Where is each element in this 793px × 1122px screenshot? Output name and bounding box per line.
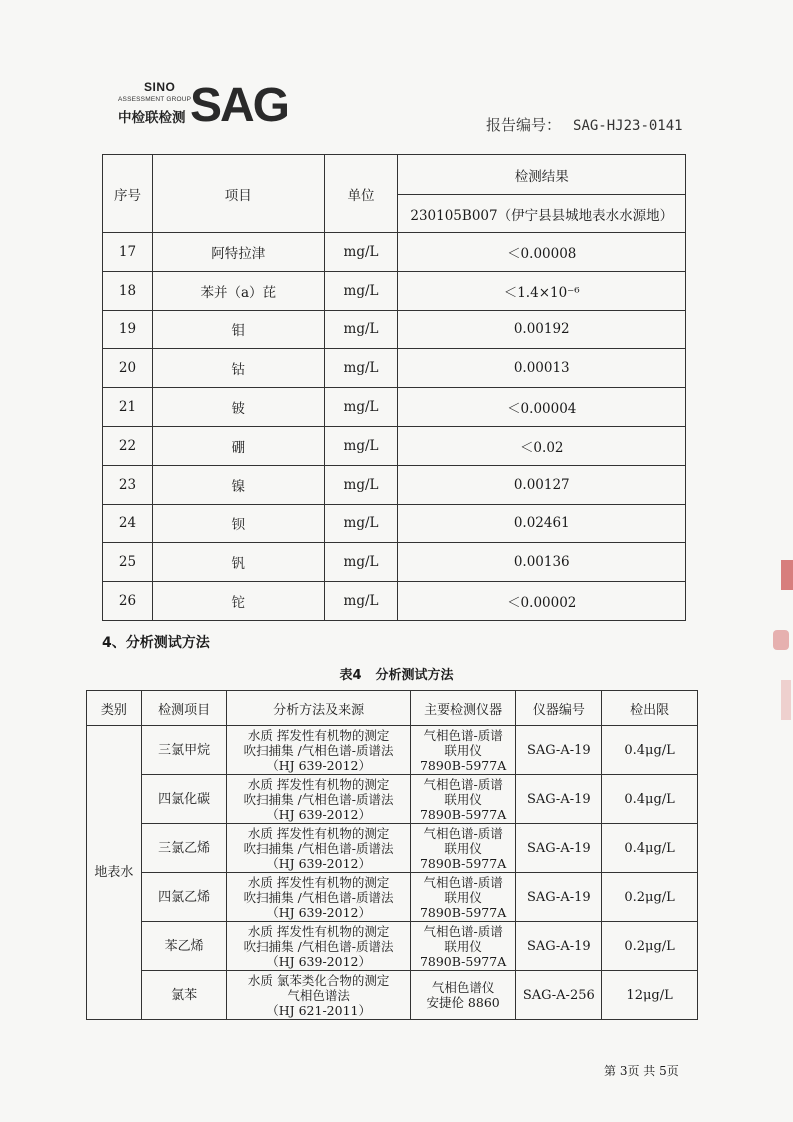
instrument-line: 7890B-5977A: [419, 904, 507, 920]
row-instrument: [410, 922, 516, 971]
row-limit: 0.4μg/L: [602, 824, 698, 873]
category-cell: 地表水: [87, 726, 142, 1020]
row-item: 镍: [152, 465, 324, 504]
instrument-line: 安捷伦 8860: [426, 995, 500, 1010]
row-result: ＜0.00004: [398, 388, 686, 427]
method-line: 气相色谱法: [287, 987, 350, 1003]
row-method: [227, 873, 410, 922]
method-line: （HJ 621-2011）: [266, 1002, 371, 1018]
table-row: [103, 349, 686, 388]
methods-header-row: [87, 691, 698, 726]
row-method: [227, 726, 410, 775]
method-line: 水质 氯苯类化合物的测定: [247, 972, 390, 988]
row-method: [227, 971, 410, 1020]
row-result: ＜0.00008: [398, 233, 686, 272]
row-unit: mg/L: [324, 233, 398, 272]
method-line: 水质 挥发性有机物的测定: [247, 874, 390, 890]
row-unit: mg/L: [324, 543, 398, 582]
row-result: 0.00127: [398, 465, 686, 504]
row-instrument: [410, 824, 516, 873]
table-row: [87, 873, 698, 922]
row-limit: 0.4μg/L: [602, 775, 698, 824]
instrument-line: 气相色谱-质谱: [423, 923, 503, 939]
row-unit: mg/L: [324, 271, 398, 310]
row-no: 26: [103, 582, 153, 621]
instrument-line: 联用仪: [444, 938, 482, 954]
company-logo: [118, 80, 288, 130]
row-instrument-id: SAG-A-19: [516, 824, 602, 873]
method-line: （HJ 639-2012）: [266, 806, 371, 822]
method-line: 水质 挥发性有机物的测定: [247, 825, 390, 841]
table-row: [103, 543, 686, 582]
row-instrument-id: SAG-A-19: [516, 726, 602, 775]
methods-header-cell: 分析方法及来源: [227, 691, 410, 726]
methods-header-cell: 检出限: [602, 691, 698, 726]
table-row: [87, 922, 698, 971]
row-no: 18: [103, 271, 153, 310]
row-unit: mg/L: [324, 349, 398, 388]
row-method: [227, 824, 410, 873]
row-no: 23: [103, 465, 153, 504]
instrument-line: 气相色谱-质谱: [423, 825, 503, 841]
sample-name: 230105B007（伊宁县县城地表水水源地）: [398, 195, 686, 233]
row-result: 0.02461: [398, 504, 686, 543]
table-row: [103, 271, 686, 310]
row-item: 阿特拉津: [152, 233, 324, 272]
logo-text-cn: 中检联检测: [118, 110, 186, 126]
instrument-line: 气相色谱-质谱: [423, 727, 503, 743]
row-instrument: [410, 873, 516, 922]
method-line: （HJ 639-2012）: [266, 757, 371, 773]
row-limit: 0.4μg/L: [602, 726, 698, 775]
results-table: [102, 154, 686, 621]
row-no: 19: [103, 310, 153, 349]
method-line: 吹扫捕集 /气相色谱-质谱法: [243, 938, 394, 954]
row-unit: mg/L: [324, 504, 398, 543]
method-line: 吹扫捕集 /气相色谱-质谱法: [243, 791, 394, 807]
method-line: （HJ 639-2012）: [266, 904, 371, 920]
table4-caption: [0, 664, 793, 683]
row-result: 0.00013: [398, 349, 686, 388]
instrument-line: 联用仪: [444, 742, 482, 758]
row-item: 苯乙烯: [141, 922, 227, 971]
method-line: （HJ 639-2012）: [266, 855, 371, 871]
row-unit: mg/L: [324, 582, 398, 621]
method-line: 水质 挥发性有机物的测定: [247, 923, 390, 939]
row-result: 0.00192: [398, 310, 686, 349]
logo-text-sag: SAG: [190, 79, 289, 132]
instrument-line: 7890B-5977A: [419, 953, 507, 969]
row-no: 24: [103, 504, 153, 543]
table-row: [103, 388, 686, 427]
instrument-line: 联用仪: [444, 889, 482, 905]
row-item: 三氯甲烷: [141, 726, 227, 775]
row-limit: 12μg/L: [602, 971, 698, 1020]
logo-text-assessment: ASSESSMENT GROUP: [118, 96, 192, 103]
page-footer: 第 3页 共 5页: [604, 1064, 679, 1078]
table-row: [103, 465, 686, 504]
instrument-line: 7890B-5977A: [419, 806, 507, 822]
seal-fragment: [773, 630, 789, 650]
row-instrument-id: SAG-A-19: [516, 873, 602, 922]
instrument-line: 气相色谱-质谱: [423, 874, 503, 890]
row-limit: 0.2μg/L: [602, 922, 698, 971]
row-instrument: [410, 726, 516, 775]
table-row: [87, 824, 698, 873]
row-item: 铊: [152, 582, 324, 621]
row-instrument-id: SAG-A-256: [516, 971, 602, 1020]
row-item: 氯苯: [141, 971, 227, 1020]
method-line: 水质 挥发性有机物的测定: [247, 776, 390, 792]
row-item: 苯并（a）芘: [152, 271, 324, 310]
row-result: ＜0.00002: [398, 582, 686, 621]
table-row: [87, 971, 698, 1020]
row-instrument: [410, 775, 516, 824]
row-unit: mg/L: [324, 310, 398, 349]
method-line: （HJ 639-2012）: [266, 953, 371, 969]
row-result: ＜0.02: [398, 426, 686, 465]
methods-table: [86, 690, 698, 1020]
row-instrument: [410, 971, 516, 1020]
instrument-line: 气相色谱仪: [431, 980, 495, 995]
row-item: 三氯乙烯: [141, 824, 227, 873]
row-instrument-id: SAG-A-19: [516, 922, 602, 971]
table-row: [103, 504, 686, 543]
row-no: 25: [103, 543, 153, 582]
row-method: [227, 775, 410, 824]
row-unit: mg/L: [324, 465, 398, 504]
methods-header-cell: 主要检测仪器: [410, 691, 516, 726]
method-line: 水质 挥发性有机物的测定: [247, 727, 390, 743]
seal-fragment: [781, 680, 791, 720]
row-no: 22: [103, 426, 153, 465]
table4-caption-no: 表4: [339, 668, 362, 683]
table4-caption-title: 分析测试方法: [375, 668, 454, 683]
row-method: [227, 922, 410, 971]
row-item: 四氯化碳: [141, 775, 227, 824]
header-unit: 单位: [324, 155, 398, 233]
seal-fragment: [781, 560, 793, 590]
instrument-line: 气相色谱-质谱: [423, 776, 503, 792]
report-number: [486, 114, 683, 135]
results-header-row: [103, 155, 686, 195]
table-row: [103, 426, 686, 465]
row-item: 硼: [152, 426, 324, 465]
method-line: 吹扫捕集 /气相色谱-质谱法: [243, 742, 394, 758]
instrument-line: 7890B-5977A: [419, 757, 507, 773]
row-result: 0.00136: [398, 543, 686, 582]
header-item: 项目: [152, 155, 324, 233]
row-item: 钼: [152, 310, 324, 349]
header-no: 序号: [103, 155, 153, 233]
row-item: 钒: [152, 543, 324, 582]
row-no: 21: [103, 388, 153, 427]
logo-text-sino: SINO: [144, 80, 176, 94]
row-unit: mg/L: [324, 388, 398, 427]
table-row: [103, 233, 686, 272]
method-line: 吹扫捕集 /气相色谱-质谱法: [243, 889, 394, 905]
row-item: 钡: [152, 504, 324, 543]
report-number-label: 报告编号：: [486, 116, 562, 134]
table-row: [87, 775, 698, 824]
methods-header-cell: 类别: [87, 691, 142, 726]
row-no: 20: [103, 349, 153, 388]
table-row: [103, 310, 686, 349]
instrument-line: 7890B-5977A: [419, 855, 507, 871]
table-row: [87, 726, 698, 775]
row-item: 钴: [152, 349, 324, 388]
row-result: ＜1.4×10⁻⁶: [398, 271, 686, 310]
row-instrument-id: SAG-A-19: [516, 775, 602, 824]
section-title: 4、分析测试方法: [102, 635, 210, 651]
header-result: 检测结果: [398, 155, 686, 195]
row-item: 四氯乙烯: [141, 873, 227, 922]
row-item: 铍: [152, 388, 324, 427]
methods-header-cell: 仪器编号: [516, 691, 602, 726]
instrument-line: 联用仪: [444, 840, 482, 856]
report-number-value: SAG-HJ23-0141: [573, 118, 683, 134]
table-row: [103, 582, 686, 621]
methods-header-cell: 检测项目: [141, 691, 227, 726]
row-no: 17: [103, 233, 153, 272]
row-unit: mg/L: [324, 426, 398, 465]
instrument-line: 联用仪: [444, 791, 482, 807]
row-limit: 0.2μg/L: [602, 873, 698, 922]
method-line: 吹扫捕集 /气相色谱-质谱法: [243, 840, 394, 856]
